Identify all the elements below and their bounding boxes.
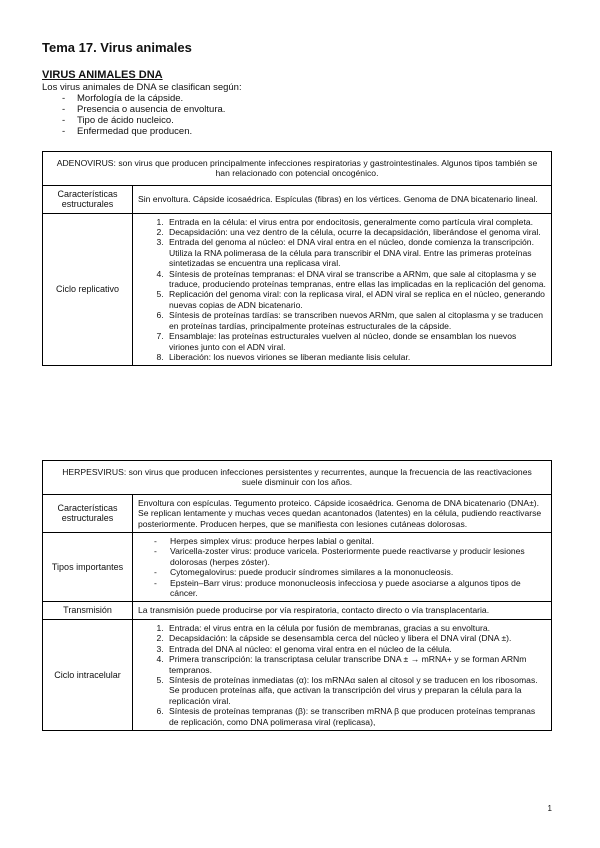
list-item: 8. Liberación: los nuevos viriones se liberan mediante lisis celular. bbox=[166, 352, 546, 362]
list-item: 3. Entrada del genoma al núcleo: el DNA viral entra en el núcleo, donde comienza la transcripción. Utiliza la RNA polimerasa de la célula para transcribir el DNA viral. Entre las primeras proteínas sintetizadas se encuentra una replicasa viral. bbox=[166, 237, 546, 268]
page-number: 1 bbox=[547, 804, 552, 813]
adenovirus-table bbox=[42, 151, 552, 366]
row-label: Transmisión bbox=[43, 602, 133, 619]
row-label: Características estructurales bbox=[43, 494, 133, 532]
page-title: Tema 17. Virus animales bbox=[42, 40, 192, 55]
classification-list bbox=[42, 93, 242, 137]
intro-block bbox=[42, 82, 242, 137]
adenovirus-header: ADENOVIRUS: son virus que producen principalmente infecciones respiratorias y gastrointestinales. Algunos tipos también se han relacionado con potencial oncogénico. bbox=[43, 152, 552, 186]
replicative-cycle-cell bbox=[133, 213, 552, 366]
important-types-cell bbox=[133, 533, 552, 602]
intracellular-cycle-cell bbox=[133, 619, 552, 730]
replicative-cycle-steps bbox=[138, 217, 546, 363]
list-item: 2. Decapsidación: la cápside se desensambla cerca del núcleo y libera el DNA viral (DNA ±). bbox=[166, 633, 546, 643]
row-value: La transmisión puede producirse por vía respiratoria, contacto directo o vía transplacentaria. bbox=[133, 602, 552, 619]
intro-text: Los virus animales de DNA se clasifican según: bbox=[42, 82, 242, 93]
row-value: Sin envoltura. Cápside icosaédrica. Espículas (fibras) en los vértices. Genoma de DNA bicatenario lineal. bbox=[133, 185, 552, 213]
section-heading: VIRUS ANIMALES DNA bbox=[42, 69, 163, 81]
list-item: 1. Entrada en la célula: el virus entra por endocitosis, generalmente como partícula viral completa. bbox=[166, 217, 546, 227]
list-item: - Tipo de ácido nucleico. bbox=[42, 115, 242, 126]
row-label: Ciclo intracelular bbox=[43, 619, 133, 730]
list-item: - Morfología de la cápside. bbox=[42, 93, 242, 104]
list-item: - Enfermedad que producen. bbox=[42, 126, 242, 137]
row-value: Envoltura con espículas. Tegumento proteico. Cápside icosaédrica. Genoma de DNA bicatenario (DNA±). Se replican lentamente y muchas veces quedan acantonados (latentes) en la célula, pudiendo reactivarse posteriormente. Producen herpes, que se manifiesta con lesiones cutáneas dolorosas. bbox=[133, 494, 552, 532]
list-item: 7. Ensamblaje: las proteínas estructurales vuelven al núcleo, donde se ensamblan los nuevos viriones junto con el ADN viral. bbox=[166, 331, 546, 352]
important-types-list bbox=[138, 536, 546, 598]
row-label: Tipos importantes bbox=[43, 533, 133, 602]
list-item: - Herpes simplex virus: produce herpes labial o genital. bbox=[138, 536, 546, 546]
herpesvirus-table bbox=[42, 460, 552, 731]
list-item: 4. Primera transcripción: la transcriptasa celular transcribe DNA ± → mRNA+ y se forman ARNm tempranos. bbox=[166, 654, 546, 675]
list-item: 5. Replicación del genoma viral: con la replicasa viral, el ADN viral se replica en el núcleo, generando nuevas copias de ADN bicatenario. bbox=[166, 289, 546, 310]
intracellular-cycle-steps bbox=[138, 623, 546, 727]
herpesvirus-header: HERPESVIRUS: son virus que producen infecciones persistentes y recurrentes, aunque la frecuencia de las reactivaciones suele disminuir con los años. bbox=[43, 461, 552, 495]
list-item: 1. Entrada: el virus entra en la célula por fusión de membranas, gracias a su envoltura. bbox=[166, 623, 546, 633]
list-item: 4. Síntesis de proteínas tempranas: el DNA viral se transcribe a ARNm, que sale al citoplasma y se traduce, produciendo proteínas tempranas, entre ellas las implicadas en la replicación del genoma. bbox=[166, 269, 546, 290]
row-label: Ciclo replicativo bbox=[43, 213, 133, 366]
list-item: - Presencia o ausencia de envoltura. bbox=[42, 104, 242, 115]
row-label: Características estructurales bbox=[43, 185, 133, 213]
list-item: - Epstein–Barr virus: produce mononucleosis infecciosa y puede asociarse a algunos tipos de cáncer. bbox=[138, 578, 546, 599]
list-item: 2. Decapsidación: una vez dentro de la célula, ocurre la decapsidación, liberándose el genoma viral. bbox=[166, 227, 546, 237]
list-item: - Varicella-zoster virus: produce varicela. Posteriormente puede reactivarse y producir lesiones dolorosas (herpes zóster). bbox=[138, 546, 546, 567]
list-item: 5. Síntesis de proteínas inmediatas (α): los mRNAα salen al citosol y se traducen en los ribosomas. Se producen proteínas alfa, que activan la transcripción del virus y preparan la célula para la replicación viral. bbox=[166, 675, 546, 706]
list-item: 6. Síntesis de proteínas tempranas (β): se transcriben mRNA β que producen proteínas tempranas de replicación, como DNA polimerasa viral (replicasa), bbox=[166, 706, 546, 727]
list-item: 6. Síntesis de proteínas tardías: se transcriben nuevos ARNm, que salen al citoplasma y se traducen en proteínas tardías, principalmente proteínas estructurales de la cápside. bbox=[166, 310, 546, 331]
list-item: 3. Entrada del DNA al núcleo: el genoma viral entra en el núcleo de la célula. bbox=[166, 644, 546, 654]
list-item: - Cytomegalovirus: puede producir síndromes similares a la mononucleosis. bbox=[138, 567, 546, 577]
